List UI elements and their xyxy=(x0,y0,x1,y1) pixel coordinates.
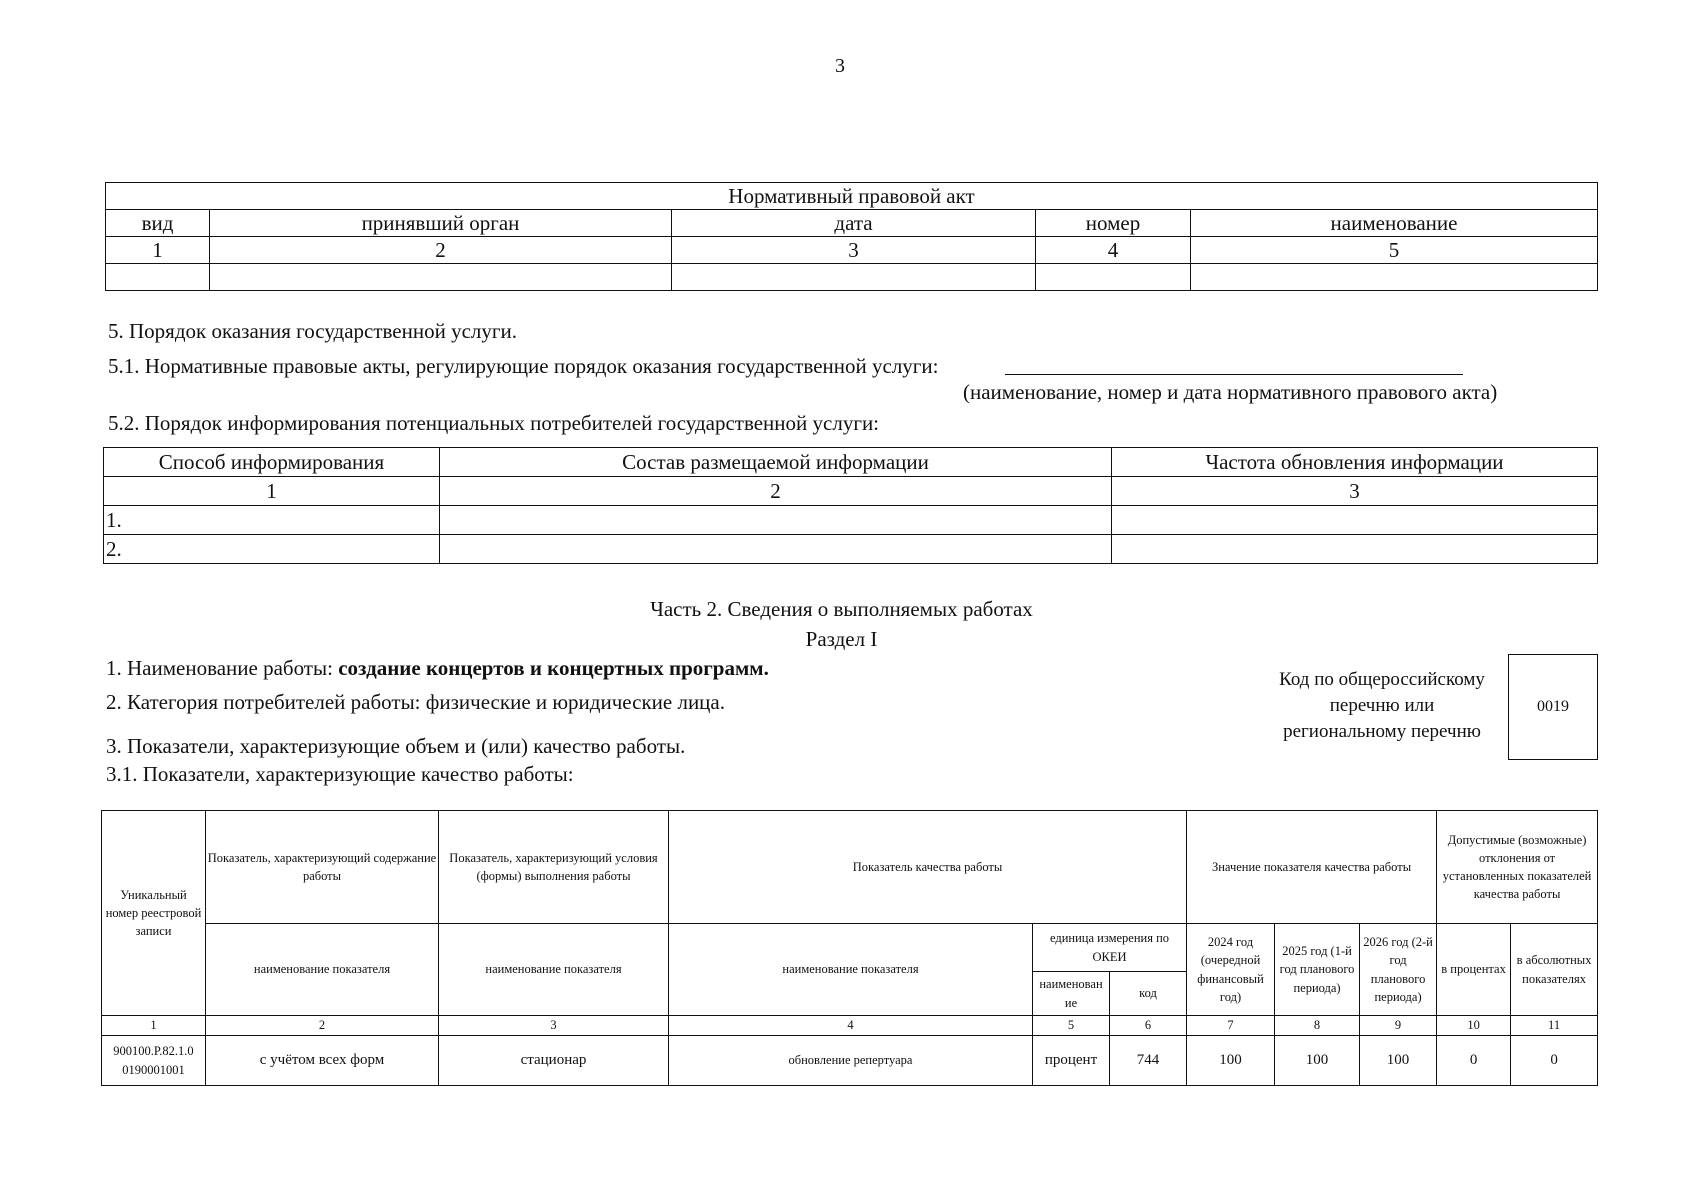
header-indicator-name: наименование показателя xyxy=(669,924,1033,1016)
cell-unit-name: процент xyxy=(1033,1036,1110,1086)
inform-col-number: 3 xyxy=(1112,477,1598,506)
cell-content: с учётом всех форм xyxy=(206,1036,439,1086)
registry-code-value: 0019 xyxy=(1537,698,1569,715)
header-year-2026: 2026 год (2-й год планового периода) xyxy=(1360,924,1437,1016)
column-number: 2 xyxy=(206,1016,439,1036)
header-quality-indicator: Показатель качества работы xyxy=(669,811,1187,924)
inform-header-method: Способ информирования xyxy=(104,448,440,477)
fill-in-line xyxy=(1005,374,1463,375)
header-unit-name: наименован ие xyxy=(1033,972,1110,1016)
inform-table xyxy=(103,447,1598,564)
code-label xyxy=(1262,667,1502,745)
inform-col-number: 2 xyxy=(440,477,1112,506)
work-name-label: 1. Наименование работы: xyxy=(106,656,339,680)
act-empty-cell xyxy=(210,264,672,291)
act-col-number: 1 xyxy=(106,237,210,264)
section-5-2-text: 5.2. Порядок информирования потенциальных потребителей государственной услуги: xyxy=(108,411,880,435)
header-allowed-deviation: Допустимые (возможные) отклонения от установленных показателей качества работы xyxy=(1437,811,1598,924)
column-number: 8 xyxy=(1275,1016,1360,1036)
act-col-number: 4 xyxy=(1036,237,1191,264)
page-number: 3 xyxy=(835,55,845,77)
column-number: 3 xyxy=(439,1016,669,1036)
inform-header-frequency: Частота обновления информации xyxy=(1112,448,1598,477)
act-col-number: 2 xyxy=(210,237,672,264)
act-empty-cell xyxy=(106,264,210,291)
column-number: 5 xyxy=(1033,1016,1110,1036)
act-empty-cell xyxy=(1036,264,1191,291)
cell-deviation-percent: 0 xyxy=(1437,1036,1511,1086)
cell-registry-number: 900100.Р.82.1.0 0190001001 xyxy=(102,1036,206,1086)
header-indicator-name: наименование показателя xyxy=(206,924,439,1016)
header-in-absolute: в абсолютных показателях xyxy=(1511,924,1598,1016)
part-2-title: Часть 2. Сведения о выполняемых работах xyxy=(650,597,1033,621)
act-header-number: номер xyxy=(1036,210,1191,237)
cell-conditions: стационар xyxy=(439,1036,669,1086)
act-col-number: 5 xyxy=(1191,237,1598,264)
inform-col-number: 1 xyxy=(104,477,440,506)
cell-unit-code: 744 xyxy=(1110,1036,1187,1086)
column-number: 6 xyxy=(1110,1016,1187,1036)
act-header-date: дата xyxy=(672,210,1036,237)
inform-row-label: 2. xyxy=(104,535,440,564)
work-name-line xyxy=(106,656,769,681)
header-okei-unit: единица измерения по ОКЕИ xyxy=(1033,924,1187,972)
consumer-category: 2. Категория потребителей работы: физические и юридические лица. xyxy=(106,690,725,714)
cell-quality-indicator: обновление репертуара xyxy=(669,1036,1033,1086)
code-label-line: Код по общероссийскому xyxy=(1279,669,1485,690)
section-5-1-text: 5.1. Нормативные правовые акты, регулирующие порядок оказания государственной услуги: xyxy=(108,354,939,378)
header-year-2024: 2024 год (очередной финансовый год) xyxy=(1187,924,1275,1016)
inform-empty-cell xyxy=(1112,506,1598,535)
inform-row-label: 1. xyxy=(104,506,440,535)
section-5-1-note: (наименование, номер и дата нормативного правового акта) xyxy=(963,380,1498,404)
inform-header-content: Состав размещаемой информации xyxy=(440,448,1112,477)
column-number: 7 xyxy=(1187,1016,1275,1036)
column-number: 4 xyxy=(669,1016,1033,1036)
column-number: 10 xyxy=(1437,1016,1511,1036)
inform-empty-cell xyxy=(440,535,1112,564)
act-header-authority: принявший орган xyxy=(210,210,672,237)
header-quality-value: Значение показателя качества работы xyxy=(1187,811,1437,924)
act-header-name: наименование xyxy=(1191,210,1598,237)
column-number: 9 xyxy=(1360,1016,1437,1036)
inform-empty-cell xyxy=(1112,535,1598,564)
header-conditions-indicator: Показатель, характеризующий условия (формы) выполнения работы xyxy=(439,811,669,924)
act-header-type: вид xyxy=(106,210,210,237)
code-label-line: региональному перечню xyxy=(1283,721,1481,742)
normative-act-table xyxy=(105,182,1598,291)
code-label-line: перечню или xyxy=(1329,695,1435,716)
section-5-heading: 5. Порядок оказания государственной услуги. xyxy=(108,319,517,343)
cell-value-2025: 100 xyxy=(1275,1036,1360,1086)
quality-indicators-heading: 3.1. Показатели, характеризующие качество работы: xyxy=(106,762,574,786)
column-number: 11 xyxy=(1511,1016,1598,1036)
cell-value-2026: 100 xyxy=(1360,1036,1437,1086)
header-unit-code: код xyxy=(1110,972,1187,1016)
act-empty-cell xyxy=(672,264,1036,291)
header-year-2025: 2025 год (1-й год планового периода) xyxy=(1275,924,1360,1016)
work-name-value: создание концертов и концертных программ. xyxy=(338,656,769,680)
act-empty-cell xyxy=(1191,264,1598,291)
header-content-indicator: Показатель, характеризующий содержание работы xyxy=(206,811,439,924)
header-registry-number: Уникальный номер реестровой записи xyxy=(102,811,206,1016)
cell-value-2024: 100 xyxy=(1187,1036,1275,1086)
header-indicator-name: наименование показателя xyxy=(439,924,669,1016)
act-col-number: 3 xyxy=(672,237,1036,264)
quality-indicators-table xyxy=(101,810,1598,1086)
column-number: 1 xyxy=(102,1016,206,1036)
cell-deviation-absolute: 0 xyxy=(1511,1036,1598,1086)
header-in-percent: в процентах xyxy=(1437,924,1511,1016)
act-table-title: Нормативный правовой акт xyxy=(106,183,1598,210)
section-title: Раздел I xyxy=(805,627,878,651)
registry-code-box xyxy=(1508,654,1598,760)
indicators-heading: 3. Показатели, характеризующие объем и (или) качество работы. xyxy=(106,734,686,758)
inform-empty-cell xyxy=(440,506,1112,535)
